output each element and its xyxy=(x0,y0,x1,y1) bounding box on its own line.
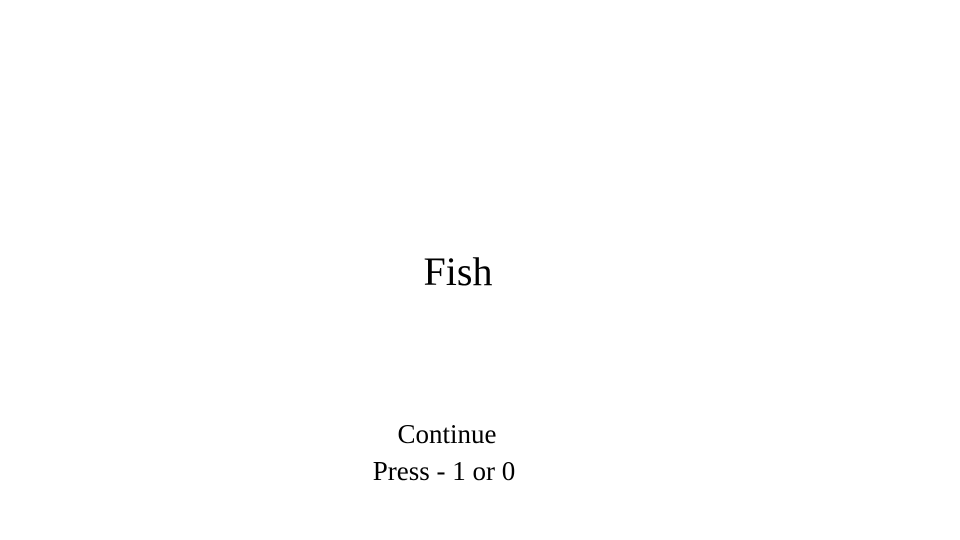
key-press-instruction: Press - 1 or 0 xyxy=(372,456,516,486)
stimulus-word: Fish xyxy=(423,249,493,294)
continue-label: Continue xyxy=(397,419,497,449)
